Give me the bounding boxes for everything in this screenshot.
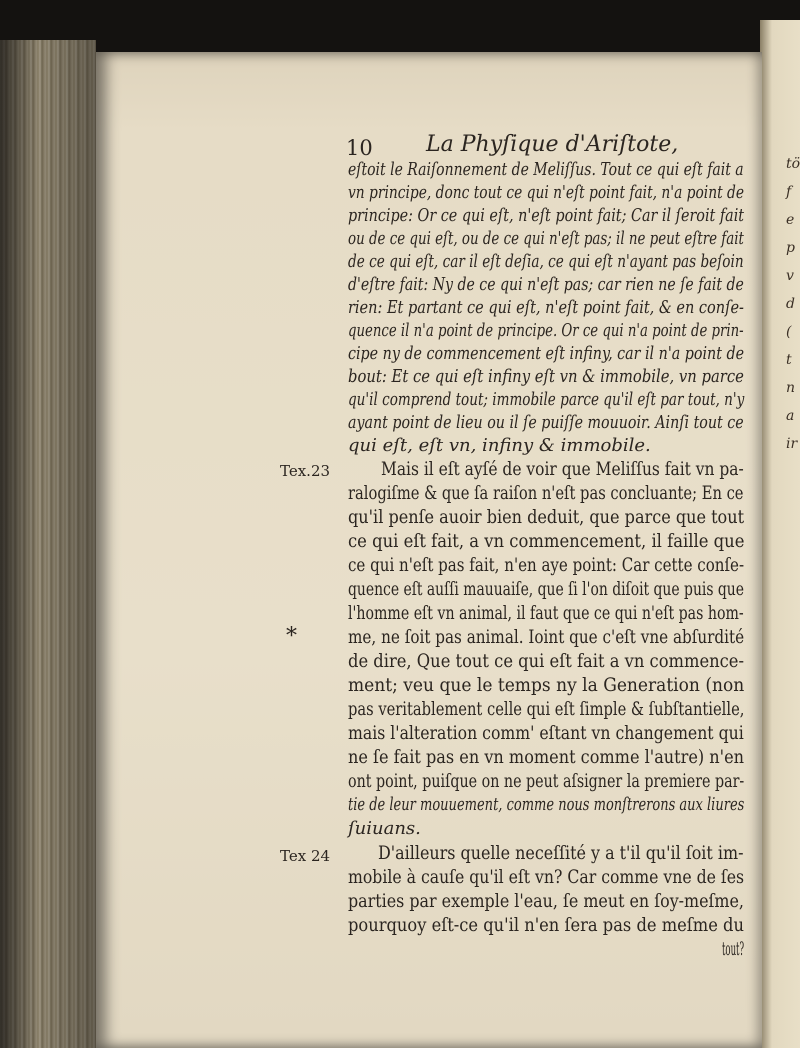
text-line: cipe ny de commencement eſt infiny, car il n'a point de <box>348 343 745 364</box>
text-line: ment; veu que le temps ny la Generation (non <box>348 674 745 696</box>
fragment: f <box>786 184 792 200</box>
text-line: ou de ce qui eſt, ou de ce qui n'eſt pas; il ne peut eſtre fait <box>348 228 744 249</box>
text-line: mobile à cauſe qu'il eſt vn? Car comme vne de ſes <box>348 866 745 888</box>
text-line: mais l'alteration comm' eſtant vn changement qui <box>348 722 744 744</box>
text-line: pourquoy eſt-ce qu'il n'en ſera pas de meſme du <box>348 914 744 936</box>
margin-note-tex24: Tex 24 <box>280 847 331 865</box>
text-line: qu'il comprend tout; immobile parce qu'il eſt par tout, n'y <box>348 389 745 410</box>
text-line: ce qui n'eſt pas fait, n'en aye point: Car cette conſe- <box>348 554 745 576</box>
text-line: ce qui eſt fait, a vn commencement, il faille que <box>348 530 745 552</box>
text-line: rien: Et partant ce qui eſt, n'eſt point fait, & en conſe- <box>348 297 744 318</box>
text-line: de dire, Que tout ce qui eſt fait a vn commence- <box>348 650 744 672</box>
text-line: ont point, puiſque on ne peut aſsigner la premiere par- <box>348 770 745 792</box>
catchword: tout? <box>722 938 745 960</box>
fragment: ir <box>786 436 798 452</box>
text-line: eſtoit le Raiſonnement de Meliſſus. Tout ce qui eſt fait a <box>348 159 744 180</box>
running-title: La Phyſique d'Ariſtote, <box>426 132 679 157</box>
fragment: p <box>786 240 795 256</box>
fragment: d <box>786 296 795 312</box>
facing-page-fragments <box>786 150 800 458</box>
fragment: a <box>786 408 795 424</box>
page-number: 10 <box>346 136 373 160</box>
text-line: qu'il penſe auoir bien deduit, que parce que tout <box>348 506 745 528</box>
fragment: v <box>786 268 794 284</box>
text-line: me, ne ſoit pas animal. Ioint que c'eſt vne abſurdité <box>348 626 745 648</box>
fragment: tö <box>786 156 800 172</box>
text-line: quence eſt auſſi mauuaiſe, que ſi l'on diſoit que puis que <box>348 578 745 600</box>
text-line: ralogiſme & que ſa raiſon n'eſt pas concluante; En ce <box>348 482 744 504</box>
margin-asterisk: * <box>286 624 297 649</box>
fragment: n <box>786 380 796 396</box>
text-line: ſuiuans. <box>348 818 421 839</box>
text-line: ne ſe fait pas en vn moment comme l'autre) n'en <box>348 746 745 768</box>
text-line: l'homme eſt vn animal, il faut que ce qui n'eſt pas hom- <box>348 602 744 624</box>
margin-note-tex23: Tex.23 <box>280 462 331 480</box>
fragment: e <box>786 212 795 228</box>
book-page <box>96 52 762 1048</box>
text-line: pas veritablement celle qui eſt ſimple & ſubſtantielle, <box>348 698 745 720</box>
fragment: ( <box>786 324 792 340</box>
text-line: bout: Et ce qui eſt infiny eſt vn & immobile, vn parce <box>348 366 744 387</box>
text-line: principe: Or ce qui eſt, n'eſt point fait; Car il ſeroit fait <box>348 205 745 226</box>
fragment: t <box>786 352 792 368</box>
text-line: Mais il eſt ayſé de voir que Meliſſus fait vn pa- <box>381 458 744 480</box>
text-line: quence il n'a point de principe. Or ce qui n'a point de prin- <box>348 320 744 341</box>
text-line: D'ailleurs quelle neceſſité y a t'il qu'il ſoit im- <box>378 842 744 864</box>
book-edge-shadow <box>0 40 96 1048</box>
text-line: tie de leur mouuement, comme nous monſtrerons aux liures <box>348 794 745 815</box>
text-line: qui eſt, eſt vn, infiny & immobile. <box>348 435 651 456</box>
text-line: d'eſtre fait: Ny de ce qui n'eſt pas; car rien ne ſe fait de <box>348 274 744 295</box>
text-line: de ce qui eſt, car il eſt deſia, ce qui eſt n'ayant pas beſoin <box>348 251 744 272</box>
text-line: ayant point de lieu ou il ſe puiſſe mouuoir. Ainſi tout ce <box>348 412 744 433</box>
text-line: vn principe, donc tout ce qui n'eſt point fait, n'a point de <box>348 182 745 203</box>
text-line: parties par exemple l'eau, ſe meut en ſoy-meſme, <box>348 890 744 912</box>
